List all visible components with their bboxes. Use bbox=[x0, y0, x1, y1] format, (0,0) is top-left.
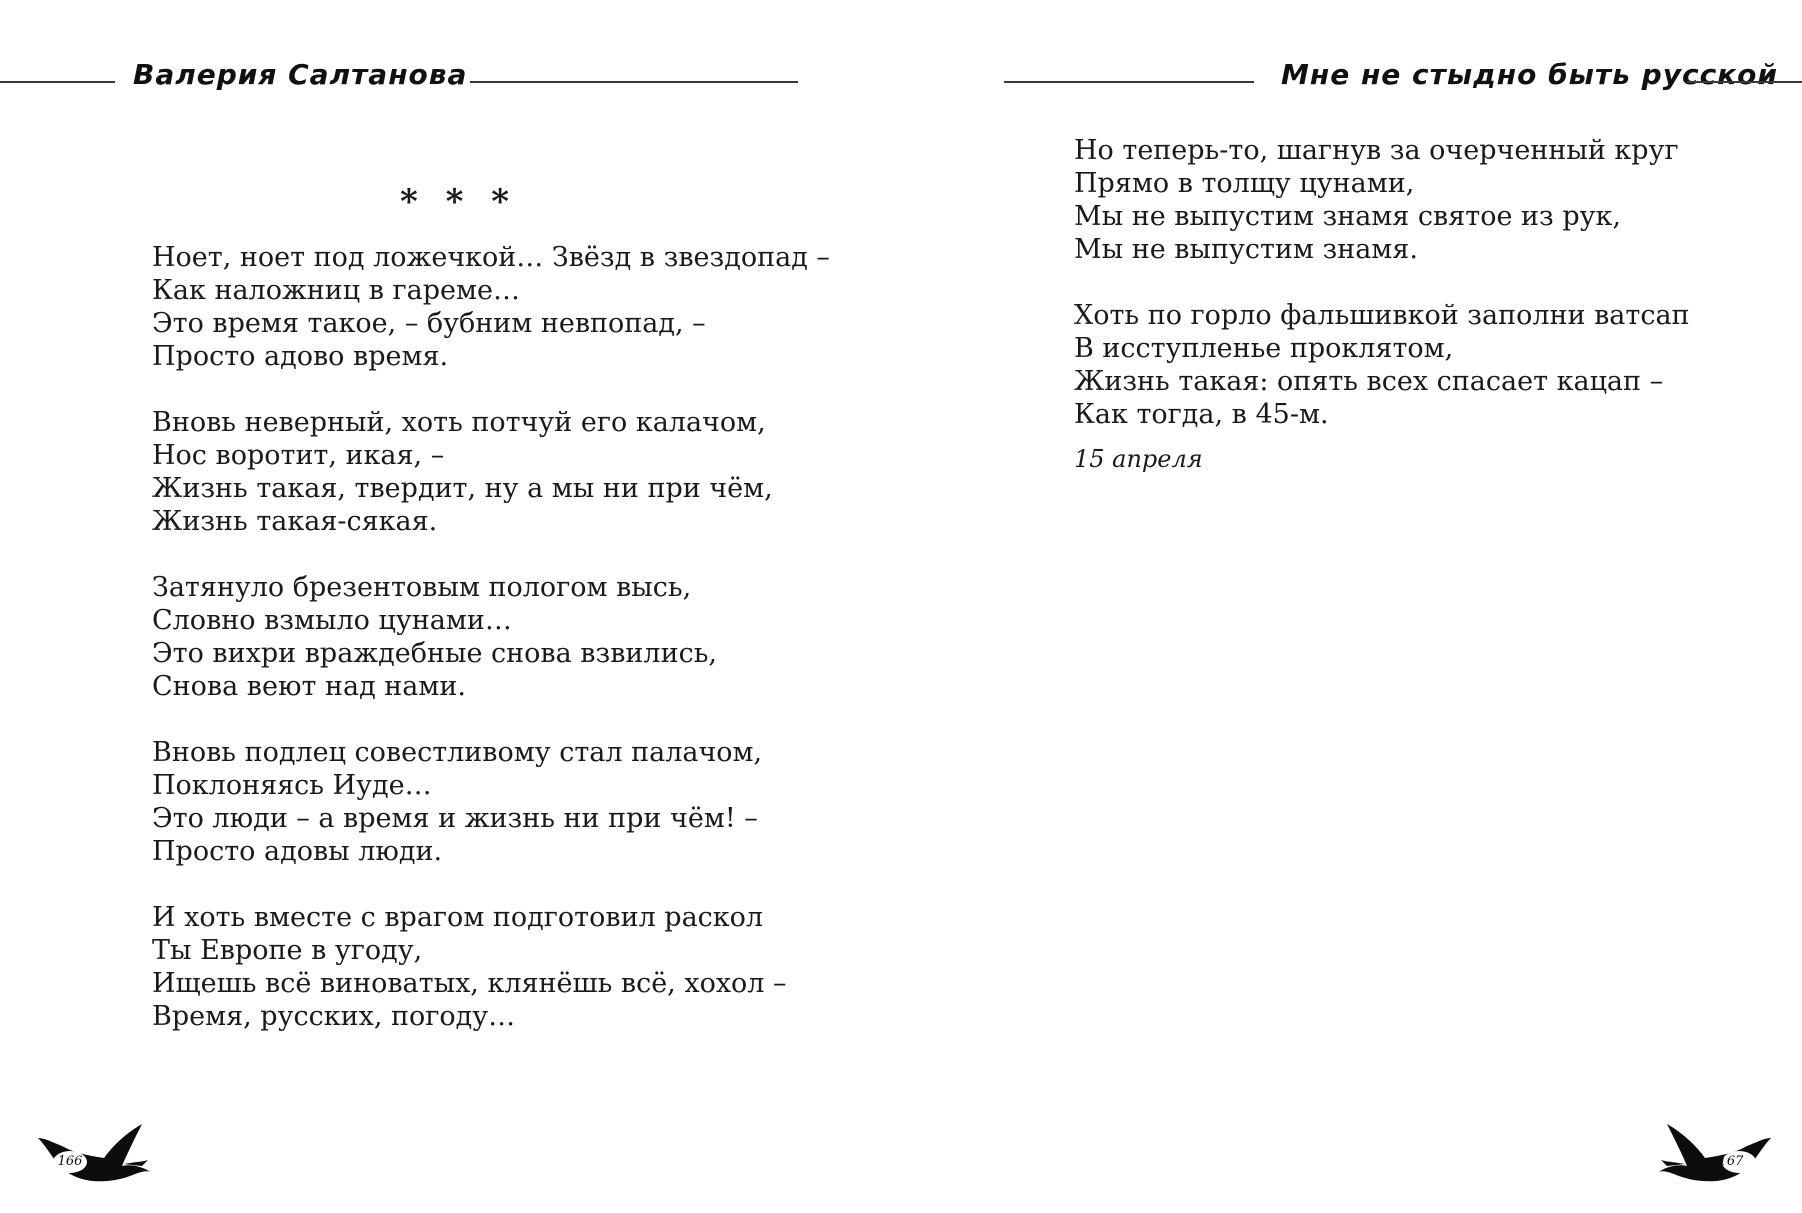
poem-line: Как тогда, в 45-м. bbox=[1074, 399, 1329, 430]
poem-line: Затянуло брезентовым пологом высь, bbox=[152, 572, 692, 603]
poem-line: Просто адовы люди. bbox=[152, 836, 443, 867]
poem-line: Время, русских, погоду… bbox=[152, 1001, 516, 1032]
right-poem bbox=[1074, 134, 1690, 476]
poem-line: Снова веют над нами. bbox=[152, 671, 466, 702]
book-title: Мне не стыдно быть русской bbox=[1281, 58, 1779, 91]
poem-line: Ты Европе в угоду, bbox=[152, 935, 423, 966]
author-name: Валерия Салтанова bbox=[133, 58, 468, 91]
stanza bbox=[152, 241, 830, 373]
stanza bbox=[152, 736, 830, 868]
stanza bbox=[152, 571, 830, 703]
poem-line: Просто адово время. bbox=[152, 341, 449, 372]
poem-line: Словно взмыло цунами… bbox=[152, 605, 512, 636]
poem-line: И хоть вместе с врагом подготовил раскол bbox=[152, 902, 764, 933]
poem-line: Ищешь всё виноватых, клянёшь всё, хохол – bbox=[152, 968, 787, 999]
poem-line: Ноет, ноет под ложечкой… Звёзд в звездопад – bbox=[152, 242, 830, 273]
poem-line: Мы не выпустим знамя святое из рук, bbox=[1074, 201, 1621, 232]
swallow-icon bbox=[30, 1110, 150, 1190]
stanza bbox=[152, 901, 830, 1033]
right-page bbox=[901, 0, 1802, 1213]
page-number: 167 bbox=[1718, 1154, 1744, 1169]
poem-line: Как наложниц в гареме… bbox=[152, 275, 520, 306]
poem-line: Прямо в толщу цунами, bbox=[1074, 168, 1415, 199]
poem-line: Вновь подлец совестливому стал палачом, bbox=[152, 737, 763, 768]
stanza bbox=[1074, 299, 1690, 431]
poem-line: Это вихри враждебные снова взвились, bbox=[152, 638, 717, 669]
poem-line: Это время такое, – бубним невпопад, – bbox=[152, 308, 706, 339]
poem-line: Жизнь такая-сякая. bbox=[152, 506, 438, 537]
poem-line: Но теперь-то, шагнув за очерченный круг bbox=[1074, 135, 1679, 166]
right-running-head bbox=[901, 58, 1802, 102]
swallow-icon bbox=[1659, 1110, 1779, 1190]
poem-line: Хоть по горло фальшивкой заполни ватсап bbox=[1074, 300, 1690, 331]
poem-line: Мы не выпустим знамя. bbox=[1074, 234, 1418, 265]
poem-line: Жизнь такая: опять всех спасает кацап – bbox=[1074, 366, 1664, 397]
left-head-rule-inner bbox=[470, 81, 798, 83]
poem-line: Нос воротит, икая, – bbox=[152, 440, 445, 471]
poem-line: Поклоняясь Иуде… bbox=[152, 770, 432, 801]
stanza bbox=[1074, 134, 1690, 266]
poem-line: Жизнь такая, твердит, ну а мы ни при чём, bbox=[152, 473, 773, 504]
poem-line: Это люди – а время и жизнь ни при чём! – bbox=[152, 803, 758, 834]
poem-separator: * * * bbox=[399, 182, 517, 222]
right-head-rule-outer bbox=[1687, 81, 1802, 83]
stanza bbox=[152, 406, 830, 538]
right-head-rule-inner bbox=[1004, 81, 1254, 83]
left-head-rule-outer bbox=[0, 81, 115, 83]
page-number: 166 bbox=[57, 1154, 83, 1169]
left-poem bbox=[152, 241, 830, 1066]
poem-date: 15 апреля bbox=[1074, 445, 1203, 473]
poem-line: Вновь неверный, хоть потчуй его калачом, bbox=[152, 407, 766, 438]
left-running-head bbox=[0, 58, 901, 102]
poem-line: В исступленье проклятом, bbox=[1074, 333, 1454, 364]
